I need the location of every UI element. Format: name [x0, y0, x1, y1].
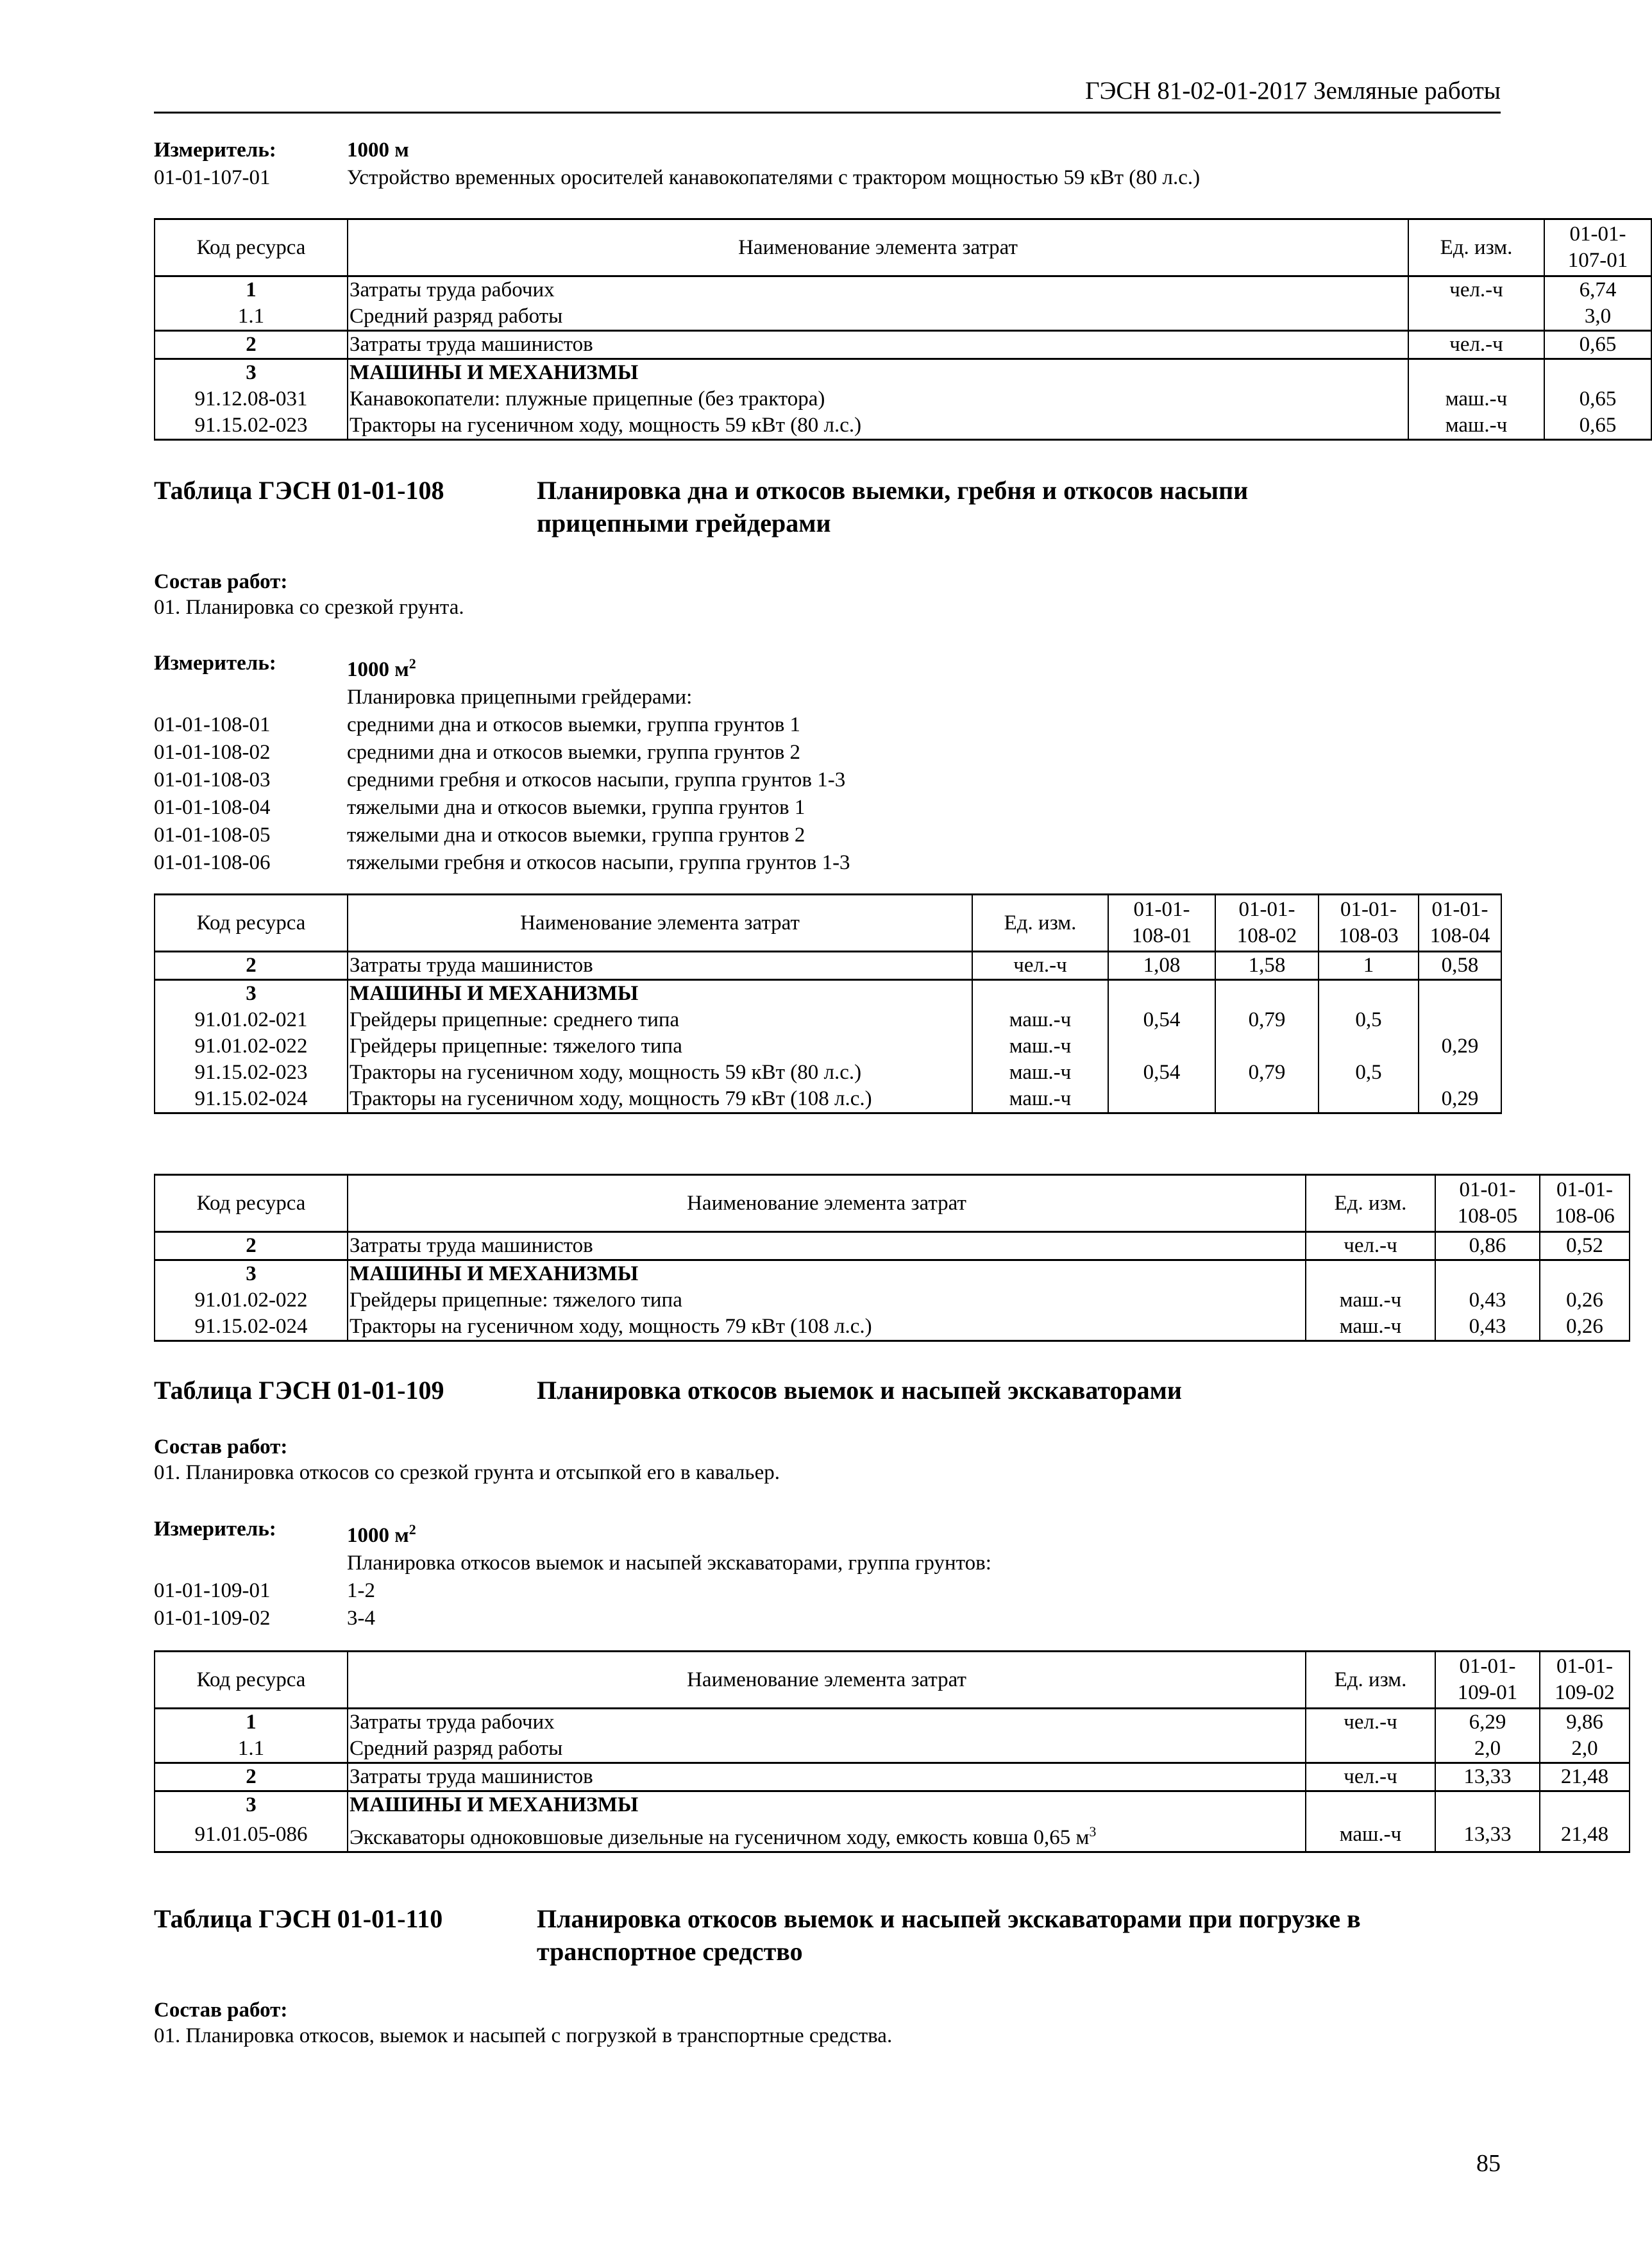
- resource-name: Затраты труда машинистов: [348, 952, 972, 980]
- norm-value: 0,54: [1108, 1060, 1215, 1086]
- table-row: [155, 1314, 1630, 1341]
- item-text: Устройство временных оросителей канавокопателями с трактором мощностью 59 кВт (80 л.с.): [347, 166, 1201, 189]
- table-row: [155, 1007, 1501, 1033]
- table-row: [155, 1287, 1630, 1314]
- norm-value: 0,26: [1540, 1287, 1630, 1314]
- col-header-norm: 01-01- 108-02: [1215, 895, 1319, 952]
- running-header: ГЭСН 81-02-01-2017 Земляные работы: [154, 72, 1501, 114]
- item-text: 3-4: [347, 1607, 375, 1630]
- norm-value: 21,48: [1540, 1818, 1630, 1852]
- table-row: [155, 1818, 1630, 1852]
- table-name: Планировка откосов выемок и насыпей экскаваторами при погрузке в транспортное средство: [537, 1904, 1361, 1966]
- table-row: [155, 386, 1651, 412]
- resource-code: 91.12.08-031: [155, 386, 348, 412]
- resource-name: МАШИНЫ И МЕХАНИЗМЫ: [348, 980, 972, 1008]
- col-header-norm: 01-01- 108-06: [1540, 1175, 1630, 1232]
- norm-value: 0,65: [1544, 386, 1651, 412]
- meter-label: Измеритель:: [154, 1518, 276, 1541]
- resource-name: Тракторы на гусеничном ходу, мощность 59 кВт (80 л.с.): [348, 1060, 972, 1086]
- resource-table-109: [154, 1650, 1630, 1853]
- norm-value: 3,0: [1544, 303, 1651, 331]
- norm-value: 0,26: [1540, 1314, 1630, 1341]
- resource-code: 91.01.02-021: [155, 1007, 348, 1033]
- norm-value: [1319, 1033, 1419, 1060]
- col-header-norm: 01-01- 108-05: [1435, 1175, 1540, 1232]
- meter-value: 1000 $м^2$: [347, 656, 416, 681]
- table-row: [155, 1060, 1501, 1086]
- resource-unit: маш.-ч: [1408, 386, 1544, 412]
- resource-name: МАШИНЫ И МЕХАНИЗМЫ: [348, 1791, 1306, 1819]
- col-header-name: Наименование элемента затрат: [348, 1175, 1306, 1232]
- norm-value: 21,48: [1540, 1763, 1630, 1791]
- table-name: Планировка дна и откосов выемки, гребня и откосов насыпи прицепными грейдерами: [537, 476, 1249, 537]
- resource-code: 2: [155, 331, 348, 359]
- resource-code: 2: [155, 952, 348, 980]
- resource-unit: [972, 980, 1108, 1008]
- item-text: тяжелыми дна и откосов выемки, группа грунтов 2: [347, 824, 805, 847]
- norm-value: 13,33: [1435, 1763, 1540, 1791]
- resource-name: Затраты труда машинистов: [348, 331, 1408, 359]
- resource-code: 3: [155, 359, 348, 387]
- resource-table-107: [154, 218, 1652, 441]
- resource-unit: [1306, 1260, 1435, 1288]
- resource-code: 1.1: [155, 1736, 348, 1763]
- resource-code: 2: [155, 1763, 348, 1791]
- norm-value: 0,65: [1544, 412, 1651, 440]
- resource-code: 91.15.02-023: [155, 412, 348, 440]
- resource-name: Затраты труда машинистов: [348, 1232, 1306, 1260]
- item-text: средними гребня и откосов насыпи, группа грунтов 1-3: [347, 768, 846, 791]
- composition-item: 01. Планировка со срезкой грунта.: [154, 596, 464, 619]
- norm-value: 0,52: [1540, 1232, 1630, 1260]
- resource-unit: маш.-ч: [1306, 1314, 1435, 1341]
- norm-value: 1,58: [1215, 952, 1319, 980]
- table-row: [155, 331, 1651, 359]
- col-header-unit: Ед. изм.: [1306, 1652, 1435, 1709]
- norm-value: 0,65: [1544, 331, 1651, 359]
- page-number: 85: [1476, 2150, 1501, 2177]
- table-header-row: [155, 1175, 1630, 1232]
- resource-code: 91.15.02-023: [155, 1060, 348, 1086]
- norm-value: [1419, 1060, 1501, 1086]
- resource-unit: [1408, 359, 1544, 387]
- meter-value: 1000 $м^2$: [347, 1521, 416, 1547]
- resource-name: Средний разряд работы: [348, 303, 1408, 331]
- resource-unit: маш.-ч: [972, 1086, 1108, 1113]
- resource-code: 91.01.05-086: [155, 1818, 348, 1852]
- resource-table-108-b: [154, 1174, 1630, 1342]
- norm-value: [1435, 1791, 1540, 1819]
- col-header-norm: 01-01- 109-02: [1540, 1652, 1630, 1709]
- norm-item: [154, 849, 850, 877]
- norm-value: [1319, 1086, 1419, 1113]
- meter-block-107: [154, 137, 1200, 192]
- resource-unit: [1408, 303, 1544, 331]
- resource-unit: маш.-ч: [972, 1033, 1108, 1060]
- table-row: [155, 952, 1501, 980]
- table-row: [155, 1709, 1630, 1736]
- resource-unit: маш.-ч: [1408, 412, 1544, 440]
- resource-name: Тракторы на гусеничном ходу, мощность 79 кВт (108 л.с.): [348, 1314, 1306, 1341]
- resource-code: 1: [155, 1709, 348, 1736]
- norm-value: [1215, 1086, 1319, 1113]
- col-header-norm: 01-01- 108-03: [1319, 895, 1419, 952]
- table-header-row: [155, 219, 1651, 276]
- meter-value: 1000 м: [347, 139, 409, 162]
- table-row: [155, 303, 1651, 331]
- table-row: [155, 1232, 1630, 1260]
- resource-unit: [1306, 1736, 1435, 1763]
- item-code: 01-01-109-01: [154, 1579, 271, 1602]
- norm-value: 0,79: [1215, 1060, 1319, 1086]
- norm-value: 0,58: [1419, 952, 1501, 980]
- resource-unit: [1306, 1791, 1435, 1819]
- section-title-108: [154, 474, 1501, 539]
- norm-item: [154, 711, 850, 739]
- col-header-norm: 01-01- 108-01: [1108, 895, 1215, 952]
- col-header-code: Код ресурса: [155, 219, 348, 276]
- table-row: [155, 359, 1651, 387]
- table-row: [155, 1086, 1501, 1113]
- col-header-name: Наименование элемента затрат: [348, 895, 972, 952]
- meter-intro: Планировка откосов выемок и насыпей экскаваторами, группа грунтов:: [347, 1552, 991, 1575]
- norm-value: [1215, 980, 1319, 1008]
- resource-unit: чел.-ч: [1306, 1763, 1435, 1791]
- norm-value: [1540, 1791, 1630, 1819]
- resource-unit: чел.-ч: [1306, 1232, 1435, 1260]
- col-header-norm: 01-01- 108-04: [1419, 895, 1501, 952]
- col-header-norm: 01-01- 109-01: [1435, 1652, 1540, 1709]
- norm-item: [154, 739, 850, 766]
- composition-label: Состав работ:: [154, 570, 288, 593]
- norm-value: [1419, 1007, 1501, 1033]
- resource-name: Средний разряд работы: [348, 1736, 1306, 1763]
- norm-item: [154, 822, 850, 849]
- norm-value: 0,5: [1319, 1060, 1419, 1086]
- table-row: [155, 1763, 1630, 1791]
- norm-value: [1544, 359, 1651, 387]
- resource-code: 91.01.02-022: [155, 1033, 348, 1060]
- item-text: тяжелыми гребня и откосов насыпи, группа грунтов 1-3: [347, 851, 850, 874]
- work-composition-108: [154, 569, 464, 620]
- resource-unit: чел.-ч: [1306, 1709, 1435, 1736]
- resource-code: 91.01.02-022: [155, 1287, 348, 1314]
- resource-code: 1: [155, 276, 348, 304]
- norm-value: 0,29: [1419, 1033, 1501, 1060]
- norm-value: 2,0: [1540, 1736, 1630, 1763]
- norm-value: 6,74: [1544, 276, 1651, 304]
- col-header-name: Наименование элемента затрат: [348, 219, 1408, 276]
- table-row: [155, 1260, 1630, 1288]
- item-code: 01-01-108-01: [154, 713, 271, 736]
- composition-label: Состав работ:: [154, 1999, 288, 2022]
- norm-value: 0,29: [1419, 1086, 1501, 1113]
- work-composition-110: [154, 1997, 892, 2049]
- resource-name: Затраты труда рабочих: [348, 1709, 1306, 1736]
- norm-value: 0,43: [1435, 1314, 1540, 1341]
- resource-unit: маш.-ч: [972, 1060, 1108, 1086]
- item-text: средними дна и откосов выемки, группа грунтов 2: [347, 741, 801, 764]
- meter-label: Измеритель:: [154, 139, 276, 162]
- section-title-109: [154, 1374, 1501, 1407]
- resource-name: Затраты труда рабочих: [348, 276, 1408, 304]
- table-row: [155, 412, 1651, 440]
- composition-item: 01. Планировка откосов со срезкой грунта и отсыпкой его в кавальер.: [154, 1461, 780, 1484]
- norm-value: [1319, 980, 1419, 1008]
- table-header-row: [155, 895, 1501, 952]
- table-row: [155, 1791, 1630, 1819]
- table-number: Таблица ГЭСН 01-01-108: [154, 476, 444, 505]
- norm-value: 0,79: [1215, 1007, 1319, 1033]
- resource-code: 3: [155, 1791, 348, 1819]
- norm-value: 2,0: [1435, 1736, 1540, 1763]
- resource-code: 3: [155, 980, 348, 1008]
- resource-unit: маш.-ч: [1306, 1287, 1435, 1314]
- norm-value: 0,43: [1435, 1287, 1540, 1314]
- item-code: 01-01-108-06: [154, 851, 271, 874]
- item-code: 01-01-108-04: [154, 796, 271, 819]
- item-code: 01-01-109-02: [154, 1607, 271, 1630]
- table-number: Таблица ГЭСН 01-01-109: [154, 1376, 444, 1405]
- norm-value: 1,08: [1108, 952, 1215, 980]
- norm-value: 13,33: [1435, 1818, 1540, 1852]
- resource-name: Тракторы на гусеничном ходу, мощность 59 кВт (80 л.с.): [348, 412, 1408, 440]
- item-code: 01-01-108-03: [154, 768, 271, 791]
- resource-code: 91.15.02-024: [155, 1086, 348, 1113]
- resource-code: 2: [155, 1232, 348, 1260]
- resource-unit: маш.-ч: [972, 1007, 1108, 1033]
- meter-intro: Планировка прицепными грейдерами:: [347, 686, 693, 709]
- resource-name: Грейдеры прицепные: тяжелого типа: [348, 1033, 972, 1060]
- norm-item: [154, 766, 850, 794]
- table-name: Планировка откосов выемок и насыпей экскаваторами: [537, 1376, 1182, 1405]
- resource-unit: чел.-ч: [972, 952, 1108, 980]
- composition-item: 01. Планировка откосов, выемок и насыпей с погрузкой в транспортные средства.: [154, 2024, 893, 2047]
- norm-value: [1108, 980, 1215, 1008]
- norm-value: 9,86: [1540, 1709, 1630, 1736]
- meter-block-109: [154, 1516, 991, 1632]
- resource-unit: чел.-ч: [1408, 276, 1544, 304]
- col-header-unit: Ед. изм.: [1408, 219, 1544, 276]
- table-number: Таблица ГЭСН 01-01-110: [154, 1904, 443, 1933]
- resource-code: 91.15.02-024: [155, 1314, 348, 1341]
- resource-table-108-a: [154, 893, 1502, 1114]
- norm-value: 0,86: [1435, 1232, 1540, 1260]
- resource-name: Грейдеры прицепные: тяжелого типа: [348, 1287, 1306, 1314]
- item-text: 1-2: [347, 1579, 375, 1602]
- norm-item: [154, 794, 850, 822]
- item-code: 01-01-108-05: [154, 824, 271, 847]
- resource-unit: чел.-ч: [1408, 331, 1544, 359]
- norm-value: [1108, 1086, 1215, 1113]
- meter-label: Измеритель:: [154, 652, 276, 675]
- resource-name: МАШИНЫ И МЕХАНИЗМЫ: [348, 359, 1408, 387]
- col-header-code: Код ресурса: [155, 895, 348, 952]
- norm-value: [1540, 1260, 1630, 1288]
- work-composition-109: [154, 1434, 780, 1485]
- meter-block-108: [154, 650, 850, 877]
- col-header-unit: Ед. изм.: [1306, 1175, 1435, 1232]
- norm-item: [154, 1605, 991, 1632]
- col-header-unit: Ед. изм.: [972, 895, 1108, 952]
- norm-value: 6,29: [1435, 1709, 1540, 1736]
- resource-name: Затраты труда машинистов: [348, 1763, 1306, 1791]
- col-header-code: Код ресурса: [155, 1175, 348, 1232]
- norm-item: [154, 1577, 991, 1605]
- item-code: 01-01-108-02: [154, 741, 271, 764]
- composition-label: Состав работ:: [154, 1435, 288, 1459]
- resource-name: Тракторы на гусеничном ходу, мощность 79 кВт (108 л.с.): [348, 1086, 972, 1113]
- col-header-code: Код ресурса: [155, 1652, 348, 1709]
- col-header-name: Наименование элемента затрат: [348, 1652, 1306, 1709]
- norm-value: [1435, 1260, 1540, 1288]
- table-row: [155, 1736, 1630, 1763]
- norm-value: [1215, 1033, 1319, 1060]
- resource-name: Канавокопатели: плужные прицепные (без трактора): [348, 386, 1408, 412]
- resource-code: 1.1: [155, 303, 348, 331]
- resource-name: Грейдеры прицепные: среднего типа: [348, 1007, 972, 1033]
- item-text: средними дна и откосов выемки, группа грунтов 1: [347, 713, 801, 736]
- section-title-110: [154, 1902, 1501, 1968]
- table-row: [155, 980, 1501, 1008]
- item-text: тяжелыми дна и откосов выемки, группа грунтов 1: [347, 796, 805, 819]
- resource-name: МАШИНЫ И МЕХАНИЗМЫ: [348, 1260, 1306, 1288]
- table-row: [155, 276, 1651, 304]
- col-header-norm: 01-01- 107-01: [1544, 219, 1651, 276]
- table-header-row: [155, 1652, 1630, 1709]
- norm-value: [1419, 980, 1501, 1008]
- table-row: [155, 1033, 1501, 1060]
- norm-value: [1108, 1033, 1215, 1060]
- norm-value: 1: [1319, 952, 1419, 980]
- item-code: 01-01-107-01: [154, 166, 271, 189]
- norm-value: 0,54: [1108, 1007, 1215, 1033]
- resource-unit: маш.-ч: [1306, 1818, 1435, 1852]
- norm-value: 0,5: [1319, 1007, 1419, 1033]
- resource-code: 3: [155, 1260, 348, 1288]
- resource-name: Экскаваторы одноковшовые дизельные на гусеничном ходу, емкость ковша 0,65 $м^3$: [348, 1818, 1306, 1852]
